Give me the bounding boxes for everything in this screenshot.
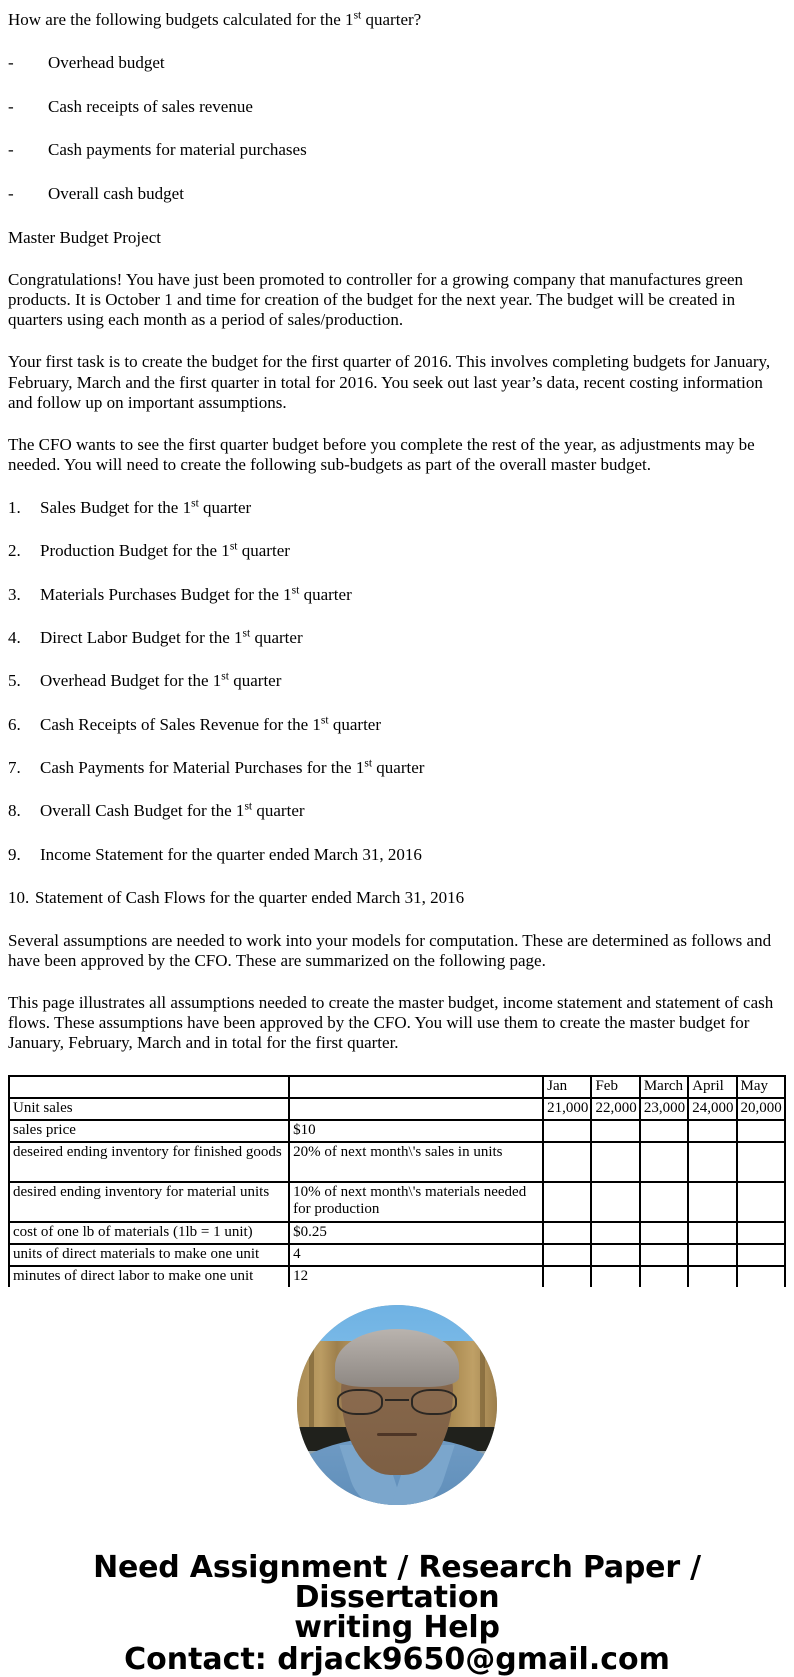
table-cell-label: minutes of direct labor to make one unit bbox=[9, 1266, 289, 1287]
table-row bbox=[9, 1182, 785, 1222]
author-photo-block bbox=[8, 1305, 786, 1505]
table-cell-label: Unit sales bbox=[9, 1098, 289, 1120]
ordinal-suffix-icon: st bbox=[221, 669, 229, 683]
promo-contact-email: Contact: drjack9650@gmail.com bbox=[124, 1641, 670, 1677]
list-item-text-before: Materials Purchases Budget for the 1 bbox=[40, 584, 292, 604]
list-item-text-before: Cash Payments for Material Purchases for the 1 bbox=[40, 758, 365, 778]
table-cell-month bbox=[737, 1120, 785, 1142]
list-item-number: 4. bbox=[8, 627, 21, 647]
table-cell-month: 23,000 bbox=[640, 1098, 688, 1120]
table-cell-month bbox=[737, 1266, 785, 1287]
table-cell-month bbox=[640, 1120, 688, 1142]
avatar-lens-right bbox=[411, 1389, 457, 1415]
table-cell-month bbox=[640, 1222, 688, 1244]
table-row bbox=[9, 1266, 785, 1287]
table-header-month-may: May bbox=[737, 1076, 785, 1098]
table-cell-value: 12 bbox=[289, 1266, 543, 1287]
promo-headline-line1: Need Assignment / Research Paper / Dissertation bbox=[93, 1549, 701, 1615]
table-row bbox=[9, 1120, 785, 1142]
list-item-label: Cash payments for material purchases bbox=[48, 140, 307, 160]
list-item-label bbox=[40, 715, 786, 735]
list-item-number: 2. bbox=[8, 541, 21, 561]
list-item bbox=[8, 888, 786, 908]
table-header-month-march: March bbox=[640, 1076, 688, 1098]
table-cell-label: units of direct materials to make one unit bbox=[9, 1244, 289, 1266]
assumptions-table bbox=[8, 1075, 786, 1287]
table-cell-month: 21,000 bbox=[543, 1098, 591, 1120]
table-cell-month bbox=[640, 1266, 688, 1287]
table-cell-month bbox=[640, 1142, 688, 1182]
paragraph-first-task: Your first task is to create the budget for the first quarter of 2016. This involves completing budgets for January, February, March and the first quarter in total for 2016. You seek out last year’s data, recent costing information and follow up on important assumptions. bbox=[8, 352, 771, 412]
table-row bbox=[9, 1222, 785, 1244]
table-cell-value: 20% of next month\'s sales in units bbox=[289, 1142, 543, 1182]
table-cell-value: 10% of next month\'s materials needed for production bbox=[289, 1182, 543, 1222]
table-row bbox=[9, 1244, 785, 1266]
table-cell-month bbox=[688, 1222, 736, 1244]
table-cell-month bbox=[688, 1120, 736, 1142]
table-cell-value bbox=[289, 1076, 543, 1098]
list-item-number: 6. bbox=[8, 714, 21, 734]
list-item bbox=[8, 628, 786, 648]
table-cell-month bbox=[640, 1182, 688, 1222]
table-cell-month bbox=[591, 1142, 639, 1182]
list-item-text-after: quarter bbox=[250, 627, 303, 647]
list-item bbox=[8, 53, 786, 73]
paragraph-assumptions-note: Several assumptions are needed to work into your models for computation. These are determined as follows and have been approved by the CFO. These are summarized on the following page. bbox=[8, 930, 772, 970]
table-cell-month bbox=[543, 1182, 591, 1222]
budget-bullet-list bbox=[8, 53, 786, 204]
list-item-number: 9. bbox=[8, 844, 21, 864]
list-item bbox=[8, 184, 786, 204]
intro-question-text-after: quarter? bbox=[361, 10, 422, 29]
table-cell-month bbox=[591, 1244, 639, 1266]
list-item-text-after: quarter bbox=[328, 714, 381, 734]
table-cell-month bbox=[543, 1244, 591, 1266]
table-cell-month bbox=[543, 1222, 591, 1244]
dash-bullet-icon: - bbox=[8, 53, 14, 73]
list-item-text-before: Overhead Budget for the 1 bbox=[40, 671, 222, 691]
assumptions-table-container bbox=[8, 1075, 786, 1287]
table-cell-label: deseired ending inventory for finished goods bbox=[9, 1142, 289, 1182]
ordinal-suffix-icon: st bbox=[291, 582, 300, 596]
paragraph-cfo-request: The CFO wants to see the first quarter budget before you complete the rest of the year, as adjustments may be needed. You will need to create the following sub-budgets as part of the overall master budget. bbox=[8, 434, 755, 474]
list-item-label: Income Statement for the quarter ended March 31, 2016 bbox=[40, 844, 422, 864]
avatar-lens-left bbox=[337, 1389, 383, 1415]
list-item bbox=[8, 582, 786, 605]
page-title: Master Budget Project bbox=[8, 227, 161, 247]
promo-headline-line2: writing Help bbox=[294, 1609, 500, 1645]
ordinal-suffix-icon: st bbox=[353, 8, 362, 22]
ordinal-suffix-icon: st bbox=[242, 626, 251, 640]
table-cell-month bbox=[737, 1182, 785, 1222]
list-item-text-before: Direct Labor Budget for the 1 bbox=[40, 627, 243, 647]
table-row bbox=[9, 1098, 785, 1120]
table-cell-month: 22,000 bbox=[591, 1098, 639, 1120]
list-item-number: 10. bbox=[8, 888, 30, 908]
list-item-label: Overall cash budget bbox=[48, 183, 184, 203]
glasses-icon bbox=[337, 1389, 457, 1417]
table-cell-month bbox=[591, 1266, 639, 1287]
document-body bbox=[0, 10, 794, 1675]
list-item-label bbox=[40, 498, 786, 518]
list-item-label: Cash receipts of sales revenue bbox=[48, 96, 253, 116]
list-item-label bbox=[40, 582, 786, 605]
table-cell-month bbox=[688, 1142, 736, 1182]
table-cell-month bbox=[591, 1120, 639, 1142]
list-item-text-before: Cash Receipts of Sales Revenue for the 1 bbox=[40, 714, 321, 734]
table-header-month-jan: Jan bbox=[543, 1076, 591, 1098]
table-row-header bbox=[9, 1076, 785, 1098]
table-cell-month bbox=[543, 1142, 591, 1182]
table-cell-label: sales price bbox=[9, 1120, 289, 1142]
list-item-number: 7. bbox=[8, 758, 21, 778]
table-cell-month bbox=[543, 1266, 591, 1287]
paragraph-intro: Congratulations! You have just been promoted to controller for a growing company that manufactures green products. It is October 1 and time for creation of the budget for the next year. The budget will be created in quarters using each month as a period of sales/production. bbox=[8, 270, 744, 330]
paragraph-assumptions-page: This page illustrates all assumptions needed to create the master budget, income statement and statement of cash flows. These assumptions have been approved by the CFO. You will use them to create the master budget for January, February, March and in total for the first quarter. bbox=[8, 992, 774, 1052]
sub-budget-numbered-list bbox=[8, 498, 786, 909]
list-item-text-before: Sales Budget for the 1 bbox=[40, 497, 192, 517]
list-item-text-before: Overall Cash Budget for the 1 bbox=[40, 801, 245, 821]
table-header-month-april: April bbox=[688, 1076, 736, 1098]
table-cell-value: $10 bbox=[289, 1120, 543, 1142]
list-item-text-after: quarter bbox=[198, 497, 252, 517]
dash-bullet-icon: - bbox=[8, 140, 14, 160]
table-cell-month bbox=[688, 1244, 736, 1266]
intro-question bbox=[8, 10, 786, 30]
avatar-glasses-bridge bbox=[385, 1399, 409, 1401]
list-item-text-after: quarter bbox=[372, 758, 425, 778]
table-cell-month bbox=[737, 1244, 785, 1266]
table-header-month-feb: Feb bbox=[591, 1076, 639, 1098]
table-cell-month bbox=[737, 1222, 785, 1244]
list-item-number: 8. bbox=[8, 801, 21, 821]
list-item-label: Overhead budget bbox=[48, 53, 165, 73]
table-cell-month bbox=[688, 1182, 736, 1222]
table-cell-month bbox=[737, 1142, 785, 1182]
table-cell-label bbox=[9, 1076, 289, 1098]
list-item-number: 5. bbox=[8, 671, 21, 691]
table-cell-value: $0.25 bbox=[289, 1222, 543, 1244]
list-item-label bbox=[40, 801, 786, 821]
list-item bbox=[8, 498, 786, 518]
intro-question-text-before: How are the following budgets calculated for the 1 bbox=[8, 10, 354, 29]
ordinal-suffix-icon: st bbox=[229, 539, 238, 553]
table-cell-month bbox=[591, 1222, 639, 1244]
list-item-number: 3. bbox=[8, 584, 21, 604]
list-item bbox=[8, 845, 786, 865]
table-cell-month: 24,000 bbox=[688, 1098, 736, 1120]
table-cell-label: cost of one lb of materials (1lb = 1 unit) bbox=[9, 1222, 289, 1244]
dash-bullet-icon: - bbox=[8, 96, 14, 116]
list-item bbox=[8, 97, 786, 117]
list-item-text-after: quarter bbox=[252, 801, 305, 821]
ordinal-suffix-icon: st bbox=[364, 756, 373, 770]
table-row bbox=[9, 1142, 785, 1182]
list-item-text-after: quarter bbox=[228, 671, 282, 691]
table-cell-month bbox=[688, 1266, 736, 1287]
list-item bbox=[8, 758, 786, 778]
table-cell-value bbox=[289, 1098, 543, 1120]
list-item bbox=[8, 541, 786, 561]
list-item-label: Statement of Cash Flows for the quarter ended March 31, 2016 bbox=[35, 888, 465, 908]
avatar-mouth bbox=[377, 1433, 417, 1436]
list-item-text-after: quarter bbox=[237, 541, 290, 561]
list-item-label bbox=[40, 758, 786, 778]
table-cell-month bbox=[640, 1244, 688, 1266]
list-item-label bbox=[40, 628, 786, 648]
ordinal-suffix-icon: st bbox=[244, 799, 253, 813]
list-item-label bbox=[40, 671, 786, 691]
list-item bbox=[8, 140, 786, 160]
list-item-number: 1. bbox=[8, 497, 21, 517]
promo-banner bbox=[8, 1549, 786, 1677]
list-item-text-before: Production Budget for the 1 bbox=[40, 541, 230, 561]
table-cell-month: 20,000 bbox=[737, 1098, 785, 1120]
avatar bbox=[297, 1305, 497, 1505]
table-cell-label: desired ending inventory for material units bbox=[9, 1182, 289, 1222]
table-cell-month bbox=[591, 1182, 639, 1222]
list-item-text-after: quarter bbox=[299, 584, 352, 604]
dash-bullet-icon: - bbox=[8, 183, 14, 203]
list-item bbox=[8, 801, 786, 821]
list-item-label bbox=[40, 541, 786, 561]
ordinal-suffix-icon: st bbox=[320, 713, 329, 727]
table-cell-value: 4 bbox=[289, 1244, 543, 1266]
list-item bbox=[8, 671, 786, 691]
table-cell-month bbox=[543, 1120, 591, 1142]
list-item bbox=[8, 715, 786, 735]
ordinal-suffix-icon: st bbox=[191, 496, 199, 510]
